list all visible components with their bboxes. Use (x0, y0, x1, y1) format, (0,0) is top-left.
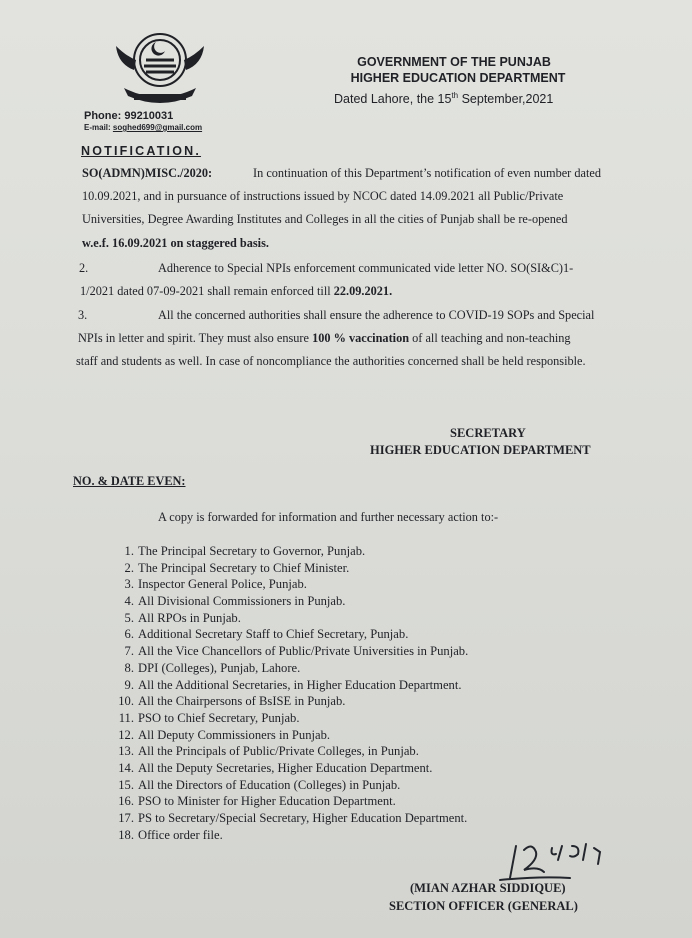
recipient-number: 3. (124, 577, 134, 592)
notification-title: NOTIFICATION. (81, 144, 202, 158)
para1-line2: 10.09.2021, and in pursuance of instructions issued by NCOC dated 14.09.2021 all Public/Private (82, 189, 564, 203)
recipient-number: 2. (124, 560, 134, 575)
recipient-text: PS to Secretary/Special Secretary, Higher Education Department. (138, 811, 468, 825)
para2-number: 2. (79, 261, 89, 275)
secretary-title: SECRETARY (450, 426, 526, 440)
recipient-number: 5. (124, 610, 134, 625)
recipient-item (110, 793, 468, 810)
para1-line4: w.e.f. 16.09.2021 on staggered basis. (82, 236, 269, 250)
recipient-number: 18. (118, 827, 134, 842)
recipient-list (110, 543, 468, 843)
recipient-item (110, 760, 468, 777)
para1-line3: Universities, Degree Awarding Institutes and Colleges in all the cities of Punjab shall be re-opened (82, 212, 568, 226)
para3-line1: All the concerned authorities shall ensure the adherence to COVID-19 SOPs and Special (158, 308, 595, 322)
contact-block (84, 110, 202, 132)
email-address: soghed699@gmail.com (112, 123, 203, 132)
para2-line2: 1/2021 dated 07-09-2021 shall remain enforced till 22.09.2021. (80, 284, 393, 298)
recipient-text: The Principal Secretary to Chief Minister. (138, 560, 350, 575)
recipient-text: The Principal Secretary to Governor, Punjab. (138, 544, 366, 558)
recipient-number: 6. (124, 627, 134, 642)
email-line: E-mail: soghed699@gmail.com (84, 123, 203, 132)
recipient-text: All Deputy Commissioners in Punjab. (138, 727, 331, 742)
recipient-number: 16. (118, 794, 134, 809)
para1-line1: In continuation of this Department’s notification of even number dated (253, 166, 601, 180)
recipient-number: 15. (118, 777, 134, 792)
punjab-emblem-icon (104, 28, 216, 110)
recipient-item (110, 693, 468, 710)
recipient-number: 4. (124, 594, 134, 609)
government-name: GOVERNMENT OF THE PUNJAB (357, 55, 551, 69)
recipient-text: All the Vice Chancellors of Public/Private Universities in Punjab. (138, 644, 469, 659)
para3-number: 3. (78, 308, 88, 322)
recipient-item (110, 827, 468, 844)
para3-line3: staff and students as well. In case of noncompliance the authorities concerned shall be held responsible. (76, 354, 586, 368)
recipient-item (110, 643, 468, 660)
recipient-text: All the Deputy Secretaries, Higher Education Department. (138, 760, 433, 775)
recipient-text: All the Directors of Education (Colleges) in Punjab. (138, 777, 401, 792)
recipient-text: All Divisional Commissioners in Punjab. (138, 594, 346, 609)
reference-number: SO(ADMN)MISC./2020: (82, 166, 213, 180)
recipient-text: Office order file. (138, 827, 223, 842)
recipient-text: All RPOs in Punjab. (138, 610, 241, 625)
no-date-even: NO. & DATE EVEN: (73, 474, 186, 488)
recipient-item (110, 710, 468, 727)
recipient-text: All the Chairpersons of BsISE in Punjab. (138, 694, 346, 709)
recipient-text: Additional Secretary Staff to Chief Secretary, Punjab. (138, 627, 409, 642)
recipient-item (110, 576, 468, 593)
recipient-text: PSO to Chief Secretary, Punjab. (138, 710, 300, 725)
section-officer-name: (MIAN AZHAR SIDDIQUE) (410, 881, 566, 895)
recipient-item (110, 660, 468, 677)
recipient-number: 13. (118, 744, 134, 759)
recipient-number: 7. (124, 644, 134, 659)
recipient-number: 14. (118, 760, 134, 775)
recipient-item (110, 777, 468, 794)
forward-note: A copy is forwarded for information and further necessary action to:- (158, 510, 499, 524)
recipient-item (110, 593, 468, 610)
dated-line: Dated Lahore, the 15th September,2021 (334, 91, 554, 107)
recipient-item (110, 743, 468, 760)
department-name: HIGHER EDUCATION DEPARTMENT (350, 71, 566, 85)
recipient-text: All the Principals of Public/Private Colleges, in Punjab. (138, 744, 419, 759)
recipient-number: 1. (124, 544, 134, 558)
recipient-item (110, 543, 468, 560)
section-officer-title: SECTION OFFICER (GENERAL) (389, 899, 578, 913)
recipient-item (110, 727, 468, 744)
recipient-item (110, 810, 468, 827)
recipient-text: DPI (Colleges), Punjab, Lahore. (138, 660, 301, 675)
para3-line2: NPIs in letter and spirit. They must also ensure 100 % vaccination of all teaching and non-teaching (78, 331, 571, 345)
recipient-number: 8. (124, 660, 134, 675)
secretary-department: HIGHER EDUCATION DEPARTMENT (370, 443, 591, 457)
recipient-text: All the Additional Secretaries, in Higher Education Department. (138, 677, 462, 692)
para2-line1: Adherence to Special NPIs enforcement communicated vide letter NO. SO(SI&C)1- (158, 261, 574, 275)
recipient-item (110, 626, 468, 643)
recipient-number: 9. (124, 677, 134, 692)
recipient-text: Inspector General Police, Punjab. (138, 577, 307, 592)
recipient-item (110, 560, 468, 577)
recipient-number: 17. (118, 811, 134, 825)
recipient-number: 12. (118, 727, 134, 742)
recipient-number: 10. (118, 694, 134, 709)
recipient-text: PSO to Minister for Higher Education Department. (138, 794, 396, 809)
department-header (334, 54, 594, 107)
recipient-item (110, 677, 468, 694)
phone-number: Phone: 99210031 (84, 110, 174, 122)
recipient-number: 11. (118, 710, 134, 725)
recipient-item (110, 610, 468, 627)
